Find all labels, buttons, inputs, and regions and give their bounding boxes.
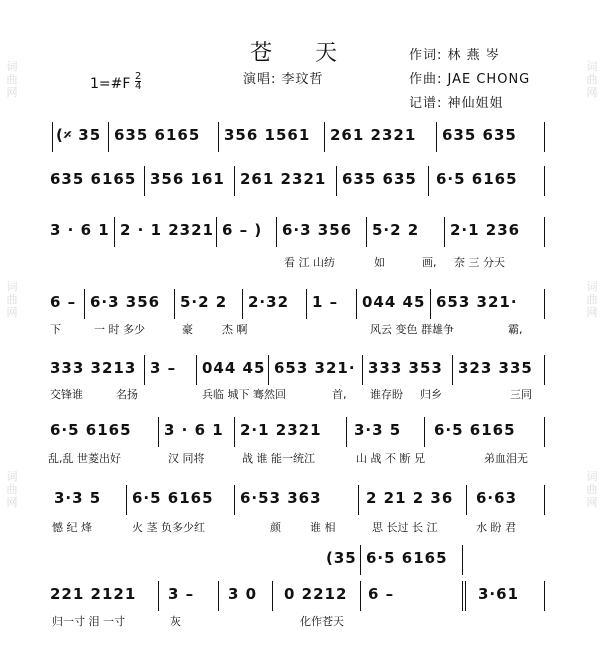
bar-line (360, 581, 361, 611)
time-signature (135, 72, 141, 91)
bar-line (108, 122, 109, 152)
bar-line (272, 581, 273, 611)
bar-line (52, 122, 53, 152)
measure: 0 2212 (284, 585, 348, 603)
measure: (𝄎 35 (56, 126, 102, 144)
staff-row-7 (0, 485, 604, 515)
bar-line (276, 217, 277, 247)
bar-line (424, 417, 425, 447)
watermark-right-1: 词曲网 (586, 60, 598, 99)
lyric: 水 盼 君 (476, 521, 516, 534)
bar-line (362, 355, 363, 385)
measure: 333 353 (368, 359, 443, 377)
lyric: 豪 (182, 323, 193, 336)
bar-line (544, 485, 545, 515)
measure: 2·1 236 (450, 221, 521, 239)
measure: 5·2 2 (180, 293, 228, 311)
meter-top: 2 (135, 71, 142, 82)
measure: 323 335 (458, 359, 533, 377)
staff-row-4 (0, 289, 604, 319)
bar-line (544, 417, 545, 447)
lyric: 奈 三 分天 (454, 256, 505, 269)
measure: 635 635 (342, 170, 417, 188)
lyric: 杰 啊 (222, 323, 248, 336)
transcriber-credit: 记谱: 神仙姐姐 (409, 96, 504, 111)
bar-line (436, 122, 437, 152)
measure: 261 2321 (240, 170, 327, 188)
measure: 635 6165 (114, 126, 201, 144)
staff-row-6 (0, 417, 604, 447)
measure: (35 (326, 549, 357, 567)
measure: 6 – (50, 293, 77, 311)
bar-line (234, 417, 235, 447)
lyric: 颜 (270, 521, 281, 534)
bar-line (358, 485, 359, 515)
bar-line (84, 289, 85, 319)
lyric: 谁存盼 (370, 388, 403, 401)
bar-line (544, 217, 545, 247)
measure: 2·32 (248, 293, 290, 311)
lyric: 画, (422, 256, 437, 269)
bar-line (544, 166, 545, 196)
singer-credit: 演唱: 李玟哲 (243, 72, 324, 87)
bar-line (234, 485, 235, 515)
lyric: 汉 同将 (168, 452, 205, 465)
bar-line (144, 166, 145, 196)
lyricist-credit: 作词: 林 燕 岑 (409, 48, 500, 63)
bar-line (218, 581, 219, 611)
lyric: 思 长过 长 江 (372, 521, 438, 534)
lyric: 看 江 山纺 (284, 256, 335, 269)
bar-line (114, 217, 115, 247)
measure: 3 · 6 1 (164, 421, 224, 439)
bar-line (462, 581, 463, 611)
measure: 6·5 6165 (436, 170, 518, 188)
lyric: 风云 变色 群雄争 (370, 323, 454, 336)
bar-line (268, 355, 269, 385)
bar-line (144, 355, 145, 385)
measure: 356 161 (150, 170, 225, 188)
bar-line (444, 217, 445, 247)
bar-line (306, 289, 307, 319)
watermark-right-3: 词曲网 (586, 470, 598, 509)
lyric: 下 (50, 323, 61, 336)
bar-line (465, 581, 466, 611)
bar-line (356, 289, 357, 319)
staff-row-2 (0, 166, 604, 196)
bar-line (428, 166, 429, 196)
measure: 6 – ) (222, 221, 263, 239)
bar-line (158, 417, 159, 447)
measure: 653 321· (274, 359, 356, 377)
lyric: 兵临 城下 骞然回 (202, 388, 286, 401)
measure: 6 – (368, 585, 395, 603)
staff-row-8 (0, 545, 604, 575)
bar-line (234, 166, 235, 196)
lyric: 霸, (508, 323, 523, 336)
watermark-left-1: 词曲网 (6, 60, 18, 99)
lyric: 交锋谁 (50, 388, 83, 401)
measure: 6·5 6165 (434, 421, 516, 439)
lyric: 三同 (510, 388, 532, 401)
lyric: 谁 相 (310, 521, 336, 534)
bar-line (346, 417, 347, 447)
lyric: 山 战 不 断 兄 (356, 452, 425, 465)
measure: 044 45 (202, 359, 266, 377)
measure: 3·3 5 (54, 489, 102, 507)
staff-row-9 (0, 581, 604, 611)
measure: 635 635 (442, 126, 517, 144)
lyric: 化作苍天 (300, 615, 344, 628)
bar-line (544, 122, 545, 152)
measure: 6·3 356 (90, 293, 161, 311)
bar-line (196, 355, 197, 385)
measure: 6·53 363 (240, 489, 322, 507)
meter-bottom: 4 (135, 81, 142, 92)
bar-line (158, 581, 159, 611)
measure: 3 – (150, 359, 177, 377)
bar-line (462, 545, 463, 575)
measure: 044 45 (362, 293, 426, 311)
lyric: 归乡 (420, 388, 442, 401)
measure: 6·5 6165 (366, 549, 448, 567)
measure: 5·2 2 (372, 221, 420, 239)
bar-line (174, 289, 175, 319)
watermark-left-2: 词曲网 (6, 280, 18, 319)
bar-line (324, 122, 325, 152)
bar-line (544, 355, 545, 385)
song-title: 苍 天 (250, 41, 355, 66)
bar-line (216, 217, 217, 247)
lyric: 归一寸 泪 一寸 (52, 615, 125, 628)
key-signature: 1=#F (90, 76, 131, 92)
measure: 6·5 6165 (50, 421, 132, 439)
measure: 3·3 5 (354, 421, 402, 439)
measure: 333 3213 (50, 359, 137, 377)
bar-line (336, 166, 337, 196)
bar-line (544, 581, 545, 611)
lyric: 首, (332, 388, 347, 401)
measure: 6·63 (476, 489, 518, 507)
measure: 653 321· (436, 293, 518, 311)
staff-row-5 (0, 355, 604, 385)
watermark-right-2: 词曲网 (586, 280, 598, 319)
measure: 356 1561 (224, 126, 311, 144)
lyric: 乱,乱 世菱出好 (48, 452, 121, 465)
measure: 3 · 6 1 (50, 221, 110, 239)
measure: 221 2121 (50, 585, 137, 603)
measure: 1 – (312, 293, 339, 311)
lyric: 弟血泪无 (484, 452, 528, 465)
measure: 635 6165 (50, 170, 137, 188)
measure: 6·3 356 (282, 221, 353, 239)
bar-line (430, 289, 431, 319)
measure: 3 0 (228, 585, 258, 603)
bar-line (218, 122, 219, 152)
bar-line (452, 355, 453, 385)
bar-line (242, 289, 243, 319)
lyric: 火 茎 负多少红 (132, 521, 205, 534)
staff-row-3 (0, 217, 604, 247)
measure: 261 2321 (330, 126, 417, 144)
bar-line (360, 545, 361, 575)
lyric: 憾 纪 烽 (52, 521, 92, 534)
measure: 2 · 1 2321 (120, 221, 214, 239)
lyric: 名扬 (116, 388, 138, 401)
lyric: 灰 (170, 615, 181, 628)
measure: 2·1 2321 (240, 421, 322, 439)
watermark-left-3: 词曲网 (6, 470, 18, 509)
bar-line (126, 485, 127, 515)
bar-line (366, 217, 367, 247)
lyric: 一 时 多少 (94, 323, 145, 336)
bar-line (544, 289, 545, 319)
lyric: 战 谁 能一统江 (242, 452, 315, 465)
measure: 6·5 6165 (132, 489, 214, 507)
bar-line (466, 485, 467, 515)
measure: 3·61 (478, 585, 520, 603)
composer-credit: 作曲: JAE CHONG (409, 72, 531, 87)
measure: 2 21 2 36 (366, 489, 454, 507)
measure: 3 – (168, 585, 195, 603)
staff-row-1 (0, 122, 604, 152)
lyric: 如 (374, 256, 385, 269)
